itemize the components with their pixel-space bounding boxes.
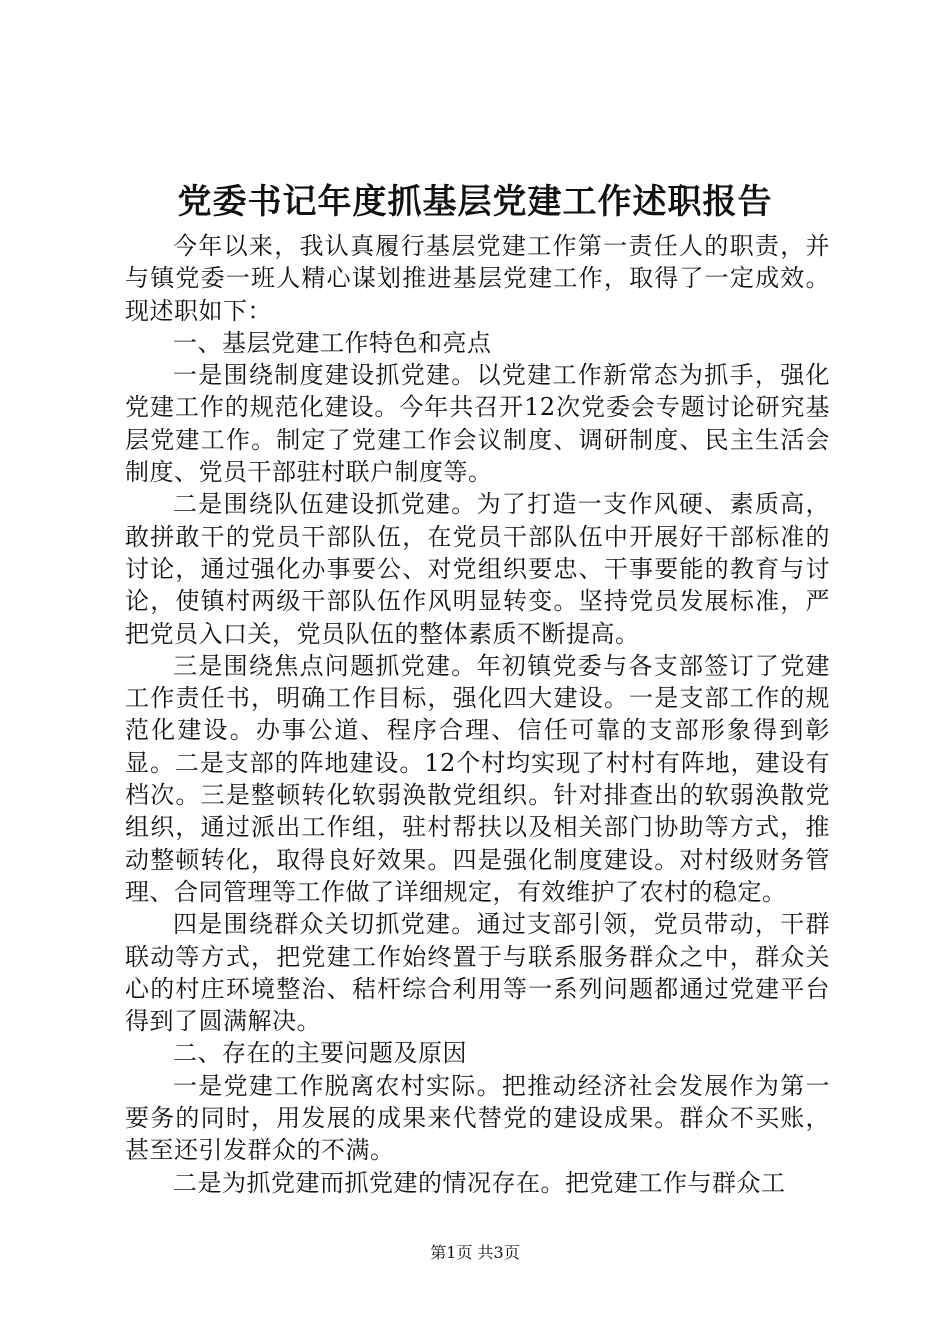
document-body: [125, 230, 830, 1199]
paragraph-point-3: 三是围绕焦点问题抓党建。年初镇党委与各支部签订了党建工作责任书，明确工作目标，强化四大建设。一是支部工作的规范化建设。办事公道、程序合理、信任可靠的支部形象得到彰显。二是支部的阵地建设。12个村均实现了村村有阵地，建设有档次。三是整顿转化软弱涣散党组织。针对排查出的软弱涣散党组织，通过派出工作组，驻村帮扶以及相关部门协助等方式，推动整顿转化，取得良好效果。四是强化制度建设。对村级财务管理、合同管理等工作做了详细规定，有效维护了农村的稳定。: [125, 651, 830, 906]
section-heading-2: 二、存在的主要问题及原因: [173, 1039, 467, 1068]
paragraph-point-1: 一是围绕制度建设抓党建。以党建工作新常态为抓手，强化党建工作的规范化建设。今年共召开12次党委会专题讨论研究基层党建工作。制定了党建工作会议制度、调研制度、民主生活会制度、党员干部驻村联户制度等。: [125, 361, 830, 487]
paragraph-point-2: 二是围绕队伍建设抓党建。为了打造一支作风硬、素质高，敢拼敢干的党员干部队伍，在党员干部队伍中开展好干部标准的讨论，通过强化办事要公、对党组织要忠、干事要能的教育与讨论，使镇村两级干部队伍作风明显转变。坚持党员发展标准，严把党员入口关，党员队伍的整体素质不断提高。: [125, 490, 830, 648]
paragraph-problem-1: 一是党建工作脱离农村实际。把推动经济社会发展作为第一要务的同时，用发展的成果来代替党的建设成果。群众不买账，甚至还引发群众的不满。: [125, 1071, 830, 1165]
paragraph-intro: 今年以来，我认真履行基层党建工作第一责任人的职责，并与镇党委一班人精心谋划推进基层党建工作，取得了一定成效。现述职如下：: [125, 232, 830, 325]
document-title: 党委书记年度抓基层党建工作述职报告: [177, 182, 773, 222]
section-heading-1: 一、基层党建工作特色和亮点: [173, 328, 492, 357]
paragraph-point-4: 四是围绕群众关切抓党建。通过支部引领，党员带动，干群联动等方式，把党建工作始终置于与联系服务群众之中，群众关心的村庄环境整治、秸杆综合利用等一系列问题都通过党建平台得到了圆满解决。: [125, 910, 830, 1036]
page-footer: 第1页 共3页: [430, 1243, 520, 1262]
paragraph-problem-2: 二是为抓党建而抓党建的情况存在。把党建工作与群众工: [173, 1168, 786, 1197]
